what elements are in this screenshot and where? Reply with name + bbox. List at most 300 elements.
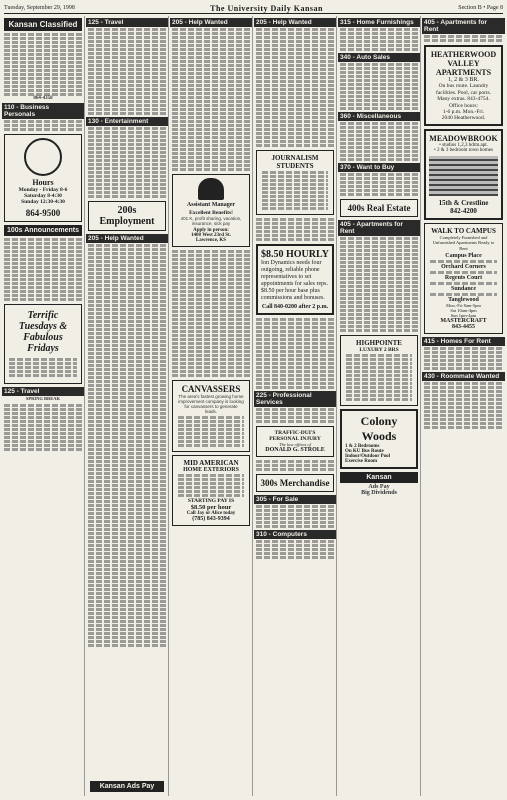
- text-block: [256, 32, 334, 35]
- text-block: [172, 156, 250, 159]
- text-block: [178, 478, 244, 481]
- text-block: [172, 36, 250, 39]
- text-block: [88, 632, 166, 635]
- watkins-logo-icon: [24, 138, 62, 176]
- text-block: [4, 290, 82, 293]
- text-block: [88, 568, 166, 571]
- text-block: [340, 313, 418, 316]
- text-block: [256, 408, 334, 411]
- text-block: [262, 195, 328, 198]
- text-block: [340, 103, 418, 106]
- text-block: [340, 130, 418, 133]
- text-block: [88, 428, 166, 431]
- text-block: [4, 73, 82, 76]
- text-block: [256, 128, 334, 131]
- text-block: [88, 296, 166, 299]
- section-professional-services: 225 - Professional Services: [254, 391, 336, 407]
- apartments-title: APARTMENTS: [435, 68, 492, 77]
- text-block: [88, 252, 166, 255]
- text-block: [88, 520, 166, 523]
- highpointe-subtitle: LUXURY 2 BRS: [359, 347, 399, 353]
- text-block: [256, 68, 334, 71]
- text-block: [172, 132, 250, 135]
- highpointe-ad: [340, 335, 418, 406]
- text-block: [88, 544, 166, 547]
- text-block: [88, 368, 166, 371]
- text-block: [256, 230, 334, 233]
- text-block: [340, 83, 418, 86]
- heatherwood-address: 2040 Heatherwood.: [441, 114, 486, 121]
- text-block: [424, 35, 503, 38]
- mastercraft-ad: [424, 223, 503, 335]
- text-block: [256, 350, 334, 353]
- text-block: [88, 580, 166, 583]
- text-block: [424, 414, 503, 417]
- meadowbrook-location: 15th & Crestline: [438, 198, 489, 207]
- text-block: [346, 394, 412, 397]
- text-block: [172, 140, 250, 143]
- text-block: [172, 160, 250, 163]
- text-block: [256, 40, 334, 43]
- text-block: [88, 332, 166, 335]
- text-block: [172, 338, 250, 341]
- text-block: [256, 338, 334, 341]
- section-apartments-for-rent: 405 - Apartments for Rent: [338, 220, 420, 236]
- text-block: [340, 126, 418, 129]
- text-block: [88, 576, 166, 579]
- text-block: [88, 508, 166, 511]
- text-block: [88, 147, 166, 150]
- text-block: [172, 108, 250, 111]
- text-block: [88, 135, 166, 138]
- text-block: [4, 436, 82, 439]
- call-line: Call Jay or Alice today: [186, 511, 236, 516]
- text-block: [88, 628, 166, 631]
- text-block: [178, 474, 244, 477]
- text-block: [88, 288, 166, 291]
- text-block: [4, 49, 82, 52]
- text-block: [88, 60, 166, 63]
- text-block: [172, 326, 250, 329]
- text-block: [346, 378, 412, 381]
- section-travel: 125 - Travel: [86, 18, 168, 27]
- text-block: [88, 80, 166, 83]
- text-block: [88, 308, 166, 311]
- text-block: [256, 330, 334, 333]
- text-block: [172, 120, 250, 123]
- text-block: [172, 116, 250, 119]
- text-block: [88, 564, 166, 567]
- text-block: [88, 244, 166, 247]
- text-block: [172, 56, 250, 59]
- text-block: [88, 151, 166, 154]
- text-block: [4, 45, 82, 48]
- text-block: [172, 342, 250, 345]
- text-block: [256, 218, 334, 221]
- text-block: [256, 468, 334, 471]
- text-block: [178, 444, 244, 447]
- column-1: [2, 16, 85, 796]
- pay-label: STARTING PAY IS: [187, 498, 235, 504]
- section-want-to-buy: 370 - Want to Buy: [338, 163, 420, 172]
- mid-american-subtitle: HOME EXTERIORS: [183, 467, 239, 473]
- text-block: [172, 52, 250, 55]
- hours-line-1: Monday - Friday 8-6: [18, 187, 68, 194]
- text-block: [262, 179, 328, 182]
- text-block: [88, 304, 166, 307]
- text-block: [256, 362, 334, 365]
- text-block: [4, 408, 82, 411]
- text-block: [340, 241, 418, 244]
- text-block: [256, 334, 334, 337]
- text-block: [88, 600, 166, 603]
- text-block: [256, 386, 334, 389]
- text-block: [4, 416, 82, 419]
- text-block: [88, 131, 166, 134]
- text-block: [88, 500, 166, 503]
- text-block: [4, 274, 82, 277]
- text-block: [88, 364, 166, 367]
- mastercraft-phone: 843-4455: [452, 324, 475, 330]
- text-block: [88, 40, 166, 43]
- section-help-wanted: 205 - Help Wanted: [170, 18, 252, 27]
- text-block: [256, 80, 334, 83]
- text-block: [4, 93, 82, 96]
- text-block: [88, 528, 166, 531]
- heatherwood-title: HEATHERWOOD: [430, 50, 497, 59]
- section-auto-sales: 340 - Auto Sales: [338, 53, 420, 62]
- text-block: [88, 127, 166, 130]
- column-6: [422, 16, 505, 796]
- text-block: [172, 144, 250, 147]
- text-block: [88, 592, 166, 595]
- text-block: [256, 346, 334, 349]
- text-block: [172, 270, 250, 273]
- text-block: [88, 612, 166, 615]
- text-block: [172, 282, 250, 285]
- text-block: [340, 48, 418, 51]
- text-block: [256, 88, 334, 91]
- text-block: [346, 370, 412, 373]
- text-block: [340, 285, 418, 288]
- text-block: [424, 359, 503, 362]
- newspaper-title: The University Daily Kansan: [210, 3, 323, 13]
- text-block: [346, 398, 412, 401]
- pay-rate: $8.50 per hour: [190, 504, 232, 511]
- text-block: [4, 440, 82, 443]
- text-block: [88, 336, 166, 339]
- text-block: [256, 136, 334, 139]
- text-block: [4, 77, 82, 80]
- text-block: [256, 552, 334, 555]
- meadowbrook-title: MEADOWBROOK: [429, 133, 498, 143]
- text-block: [256, 464, 334, 467]
- text-block: [88, 412, 166, 415]
- text-block: [256, 144, 334, 147]
- text-block: [172, 152, 250, 155]
- text-block: [256, 460, 334, 463]
- footer-ads-pay: Ads Pay: [368, 484, 390, 490]
- property-regents-court: Regents Court: [444, 275, 483, 281]
- text-block: [256, 544, 334, 547]
- text-block: [340, 325, 418, 328]
- spring-break: SPRING BREAK: [25, 396, 61, 402]
- text-block: [256, 140, 334, 143]
- text-block: [88, 636, 166, 639]
- mid-american-title: MID AMERICAN: [183, 459, 239, 467]
- canvassers-text: The area's fastest growing home improvement company is looking for canvassers to generate leads.: [178, 394, 244, 414]
- text-block: [346, 362, 412, 365]
- text-block: [256, 412, 334, 415]
- column-2: [86, 16, 169, 796]
- text-block: [340, 87, 418, 90]
- text-block: [88, 456, 166, 459]
- text-block: [262, 203, 328, 206]
- text-block: [256, 525, 334, 528]
- text-block: [172, 68, 250, 71]
- heatherwood-ad: [424, 45, 503, 126]
- page-header: [4, 3, 503, 14]
- text-block: [256, 104, 334, 107]
- column-3: [170, 16, 253, 796]
- text-block: [172, 72, 250, 75]
- text-block: [172, 266, 250, 269]
- text-block: [88, 155, 166, 158]
- text-block: [172, 366, 250, 369]
- text-block: [88, 268, 166, 271]
- text-block: [340, 44, 418, 47]
- text-block: [88, 432, 166, 435]
- heatherwood-sizes: 1, 2 & 3 BR.: [448, 77, 479, 83]
- kansan-ads-pay: Kansan Ads Pay: [90, 781, 164, 792]
- text-block: [256, 378, 334, 381]
- text-block: [4, 128, 82, 131]
- traffic-title: TRAFFIC-DUI'S: [274, 430, 316, 436]
- text-block: [88, 360, 166, 363]
- text-block: [4, 89, 82, 92]
- text-block: [172, 76, 250, 79]
- text-block: [340, 321, 418, 324]
- text-block: [88, 248, 166, 251]
- property-tanglewood: Tanglewood: [448, 297, 479, 303]
- text-block: [256, 44, 334, 47]
- text-block: [172, 354, 250, 357]
- text-block: [256, 540, 334, 543]
- text-block: [262, 187, 328, 190]
- text-block: [256, 234, 334, 237]
- text-block: [172, 124, 250, 127]
- text-block: [88, 584, 166, 587]
- journalism-title: JOURNALISM: [271, 154, 319, 162]
- text-block: [172, 374, 250, 377]
- section-miscellaneous: 360 - Miscellaneous: [338, 112, 420, 121]
- text-block: [4, 412, 82, 415]
- text-block: [256, 84, 334, 87]
- text-block: [88, 420, 166, 423]
- section-roommate-wanted: 430 - Roommate Wanted: [422, 372, 505, 381]
- text-block: [88, 352, 166, 355]
- terrific-line-1: Terrific: [27, 310, 59, 322]
- mid-american-ad: [172, 455, 250, 526]
- office-hours-3: Sun 1pm-4pm: [450, 313, 477, 318]
- page-number: Section B • Page 8: [458, 5, 503, 11]
- terrific-line-3: Fabulous: [23, 332, 63, 344]
- text-block: [256, 108, 334, 111]
- section-homes-for-rent: 415 - Homes For Rent: [422, 337, 505, 346]
- text-block: [256, 548, 334, 551]
- text-block: [172, 60, 250, 63]
- taco-details: 401 K, profit sharing, vacation, insurance, sick pay: [180, 216, 242, 226]
- text-block: [88, 187, 166, 190]
- section-merchandise: 300s Merchandise: [256, 474, 334, 492]
- text-block: [178, 432, 244, 435]
- text-block: [172, 136, 250, 139]
- section-entertainment: 130 - Entertainment: [86, 117, 168, 126]
- text-block: [88, 540, 166, 543]
- text-block: [256, 72, 334, 75]
- text-block: [4, 258, 82, 261]
- text-block: [172, 274, 250, 277]
- text-block: [172, 258, 250, 261]
- text-block: [88, 496, 166, 499]
- text-block: [340, 142, 418, 145]
- text-block: [172, 314, 250, 317]
- text-block: [88, 516, 166, 519]
- valley-title: VALLEY: [447, 59, 480, 68]
- text-block: [88, 88, 166, 91]
- text-block: [340, 301, 418, 304]
- text-block: [424, 363, 503, 366]
- text-block: [4, 69, 82, 72]
- taco-city: Lawrence, KS: [195, 238, 227, 243]
- text-block: [172, 164, 250, 167]
- taco-title: Assistant Manager: [186, 202, 236, 208]
- text-block: [178, 490, 244, 493]
- text-block: [256, 100, 334, 103]
- text-block: [340, 297, 418, 300]
- section-apartments-for-rent: 405 - Apartments for Rent: [422, 18, 505, 34]
- text-block: [256, 382, 334, 385]
- text-block: [340, 269, 418, 272]
- text-block: [178, 482, 244, 485]
- text-block: [340, 63, 418, 66]
- text-block: [340, 309, 418, 312]
- text-block: [178, 436, 244, 439]
- meadowbrook-units: • studios 1,2,3 bdrm.apt.: [439, 142, 488, 148]
- text-block: [424, 422, 503, 425]
- text-block: [172, 92, 250, 95]
- text-block: [340, 185, 418, 188]
- text-block: [424, 367, 503, 370]
- text-block: [172, 44, 250, 47]
- colony-feature-1: 1 & 2 Bedrooms: [345, 444, 380, 449]
- text-block: [88, 644, 166, 647]
- text-block: [172, 104, 250, 107]
- text-block: [256, 322, 334, 325]
- text-block: [88, 167, 166, 170]
- text-block: [172, 148, 250, 151]
- text-block: [256, 92, 334, 95]
- text-block: [340, 253, 418, 256]
- text-block: [172, 84, 250, 87]
- text-block: [88, 52, 166, 55]
- text-block: [256, 342, 334, 345]
- text-block: [172, 64, 250, 67]
- text-block: [256, 358, 334, 361]
- text-block: [340, 257, 418, 260]
- text-block: [256, 505, 334, 508]
- canvassers-title: CANVASSERS: [181, 384, 241, 394]
- text-block: [262, 191, 328, 194]
- text-block: [88, 104, 166, 107]
- text-block: [424, 398, 503, 401]
- text-block: [340, 173, 418, 176]
- text-block: [340, 36, 418, 39]
- text-block: [340, 75, 418, 78]
- text-block: [4, 404, 82, 407]
- section-for-sale: 305 - For Sale: [254, 495, 336, 504]
- section-home-furnishings: 315 - Home Furnishings: [338, 18, 420, 27]
- text-block: [340, 265, 418, 268]
- text-block: [4, 298, 82, 301]
- text-block: [256, 556, 334, 559]
- text-block: [4, 262, 82, 265]
- text-block: [172, 290, 250, 293]
- text-block: [4, 432, 82, 435]
- classified-masthead: Kansan Classified: [4, 18, 82, 31]
- text-block: [256, 96, 334, 99]
- attorney-name: DONALD G. STROLE: [265, 447, 325, 453]
- text-block: [4, 420, 82, 423]
- text-block: [340, 193, 418, 196]
- text-block: [256, 226, 334, 229]
- text-block: [346, 386, 412, 389]
- text-block: [4, 428, 82, 431]
- hourly-title: $8.50 HOURLY: [261, 249, 329, 260]
- heatherwood-office: Office hours:: [448, 102, 479, 109]
- text-block: [340, 158, 418, 161]
- text-block: [4, 448, 82, 451]
- text-block: [4, 242, 82, 245]
- text-block: [4, 266, 82, 269]
- text-block: [256, 60, 334, 63]
- text-block: [256, 112, 334, 115]
- text-block: [256, 222, 334, 225]
- text-block: [9, 374, 77, 377]
- text-block: [88, 64, 166, 67]
- text-block: [88, 260, 166, 263]
- text-block: [4, 53, 82, 56]
- text-block: [4, 282, 82, 285]
- ion-dynamics-ad: [256, 244, 334, 315]
- issue-date: Tuesday, September 29, 1998: [4, 5, 75, 11]
- text-block: [88, 400, 166, 403]
- text-block: [172, 334, 250, 337]
- text-block: [178, 420, 244, 423]
- text-block: [88, 504, 166, 507]
- text-block: [88, 272, 166, 275]
- text-block: [4, 57, 82, 60]
- text-block: [262, 175, 328, 178]
- text-block: [256, 56, 334, 59]
- text-block: [256, 76, 334, 79]
- text-block: [88, 524, 166, 527]
- text-block: [88, 392, 166, 395]
- text-block: [88, 472, 166, 475]
- highpointe-title: HIGHPOINTE: [356, 339, 402, 347]
- text-block: [340, 91, 418, 94]
- text-block: [178, 494, 244, 497]
